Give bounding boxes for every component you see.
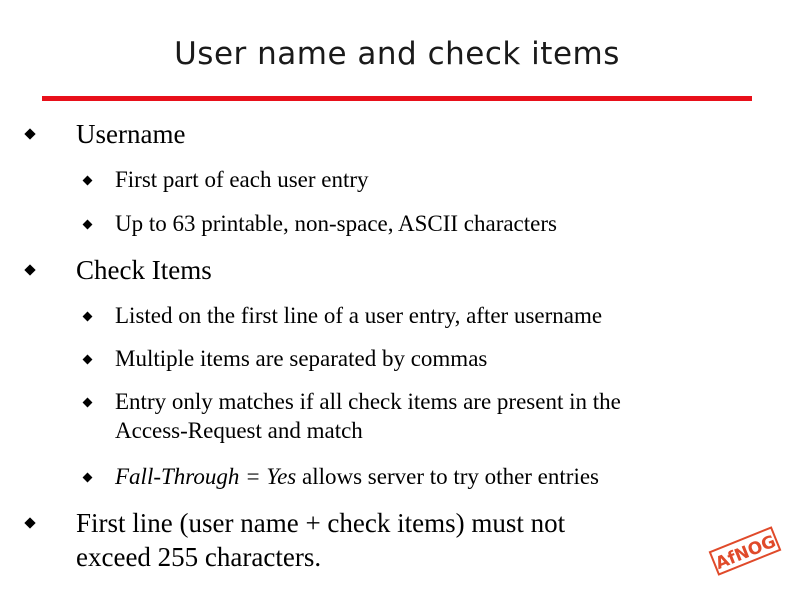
bullet-text: Username [76, 119, 186, 149]
bullet-text: Listed on the first line of a user entry, after username [115, 303, 603, 328]
bullet-text-line1: First line (user name + check items) must not [76, 508, 566, 538]
diamond-bullet-icon [83, 398, 93, 408]
sub-bullet-first-line [115, 302, 602, 331]
sub-bullet-printable-chars [115, 210, 557, 239]
slide-title: User name and check items [174, 36, 620, 72]
sub-bullet-fall-through [115, 463, 599, 492]
afnog-logo-icon [706, 522, 784, 580]
fall-through-emphasis: Fall-Through = Yes [115, 464, 297, 489]
bullet-check-items [76, 254, 212, 288]
bullet-text: Check Items [76, 255, 212, 285]
bullet-text: First part of each user entry [115, 167, 369, 192]
bullet-username [76, 118, 185, 152]
bullet-text-line1: Entry only matches if all check items are present in the [115, 389, 621, 414]
sub-bullet-first-part [115, 166, 369, 195]
title-divider [42, 96, 752, 101]
bullet-max-length [76, 507, 565, 575]
bullet-text-line2: Access-Request and match [115, 417, 363, 443]
diamond-bullet-icon [83, 355, 93, 365]
diamond-bullet-icon [24, 517, 35, 528]
logo-text: AfNOG [712, 531, 779, 574]
diamond-bullet-icon [24, 128, 35, 139]
diamond-bullet-icon [24, 264, 35, 275]
diamond-bullet-icon [83, 312, 93, 322]
diamond-bullet-icon [83, 220, 93, 230]
sub-bullet-entry-matches [115, 388, 621, 446]
bullet-text: allows server to try other entries [296, 464, 599, 489]
bullet-text-line2: exceed 255 characters. [76, 541, 322, 572]
diamond-bullet-icon [83, 473, 93, 483]
sub-bullet-commas [115, 345, 487, 374]
diamond-bullet-icon [83, 176, 93, 186]
bullet-text: Up to 63 printable, non-space, ASCII characters [115, 211, 557, 236]
bullet-text: Multiple items are separated by commas [115, 346, 488, 371]
